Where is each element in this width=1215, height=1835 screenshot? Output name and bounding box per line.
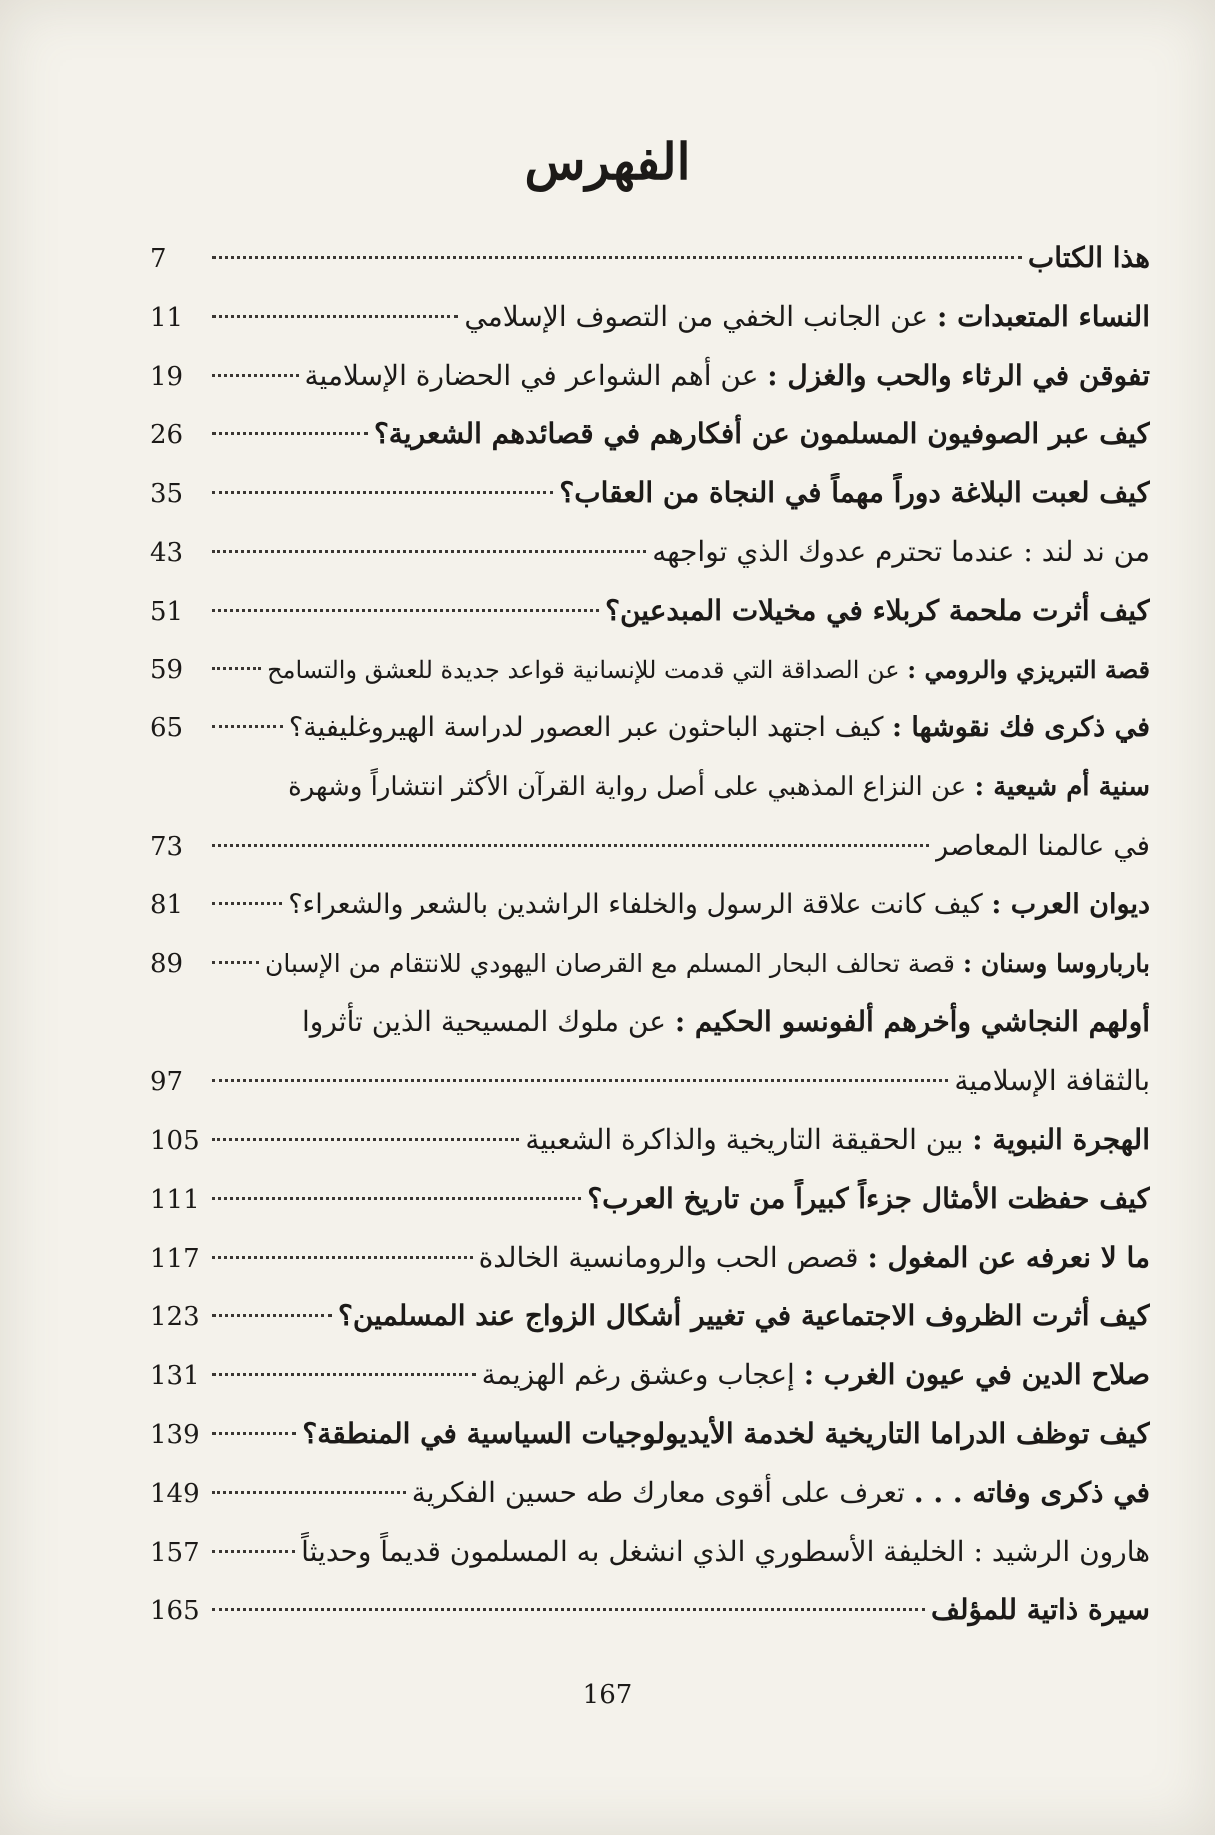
dot-leader <box>212 725 283 728</box>
entry-title: قصة التبريزي والرومي : <box>907 654 1150 684</box>
page-number: 26 <box>150 420 184 451</box>
toc-entry[interactable] <box>150 759 1150 818</box>
entry-text <box>935 826 1150 866</box>
entry-title: كيف حفظت الأمثال جزءاً كبيراً من تاريخ العرب؟ <box>587 1181 1150 1215</box>
entry-title: النساء المتعبدات : <box>936 299 1150 333</box>
entry-text <box>301 1532 1150 1572</box>
toc-entry[interactable] <box>150 1171 1150 1230</box>
entry-title: بارباروسا وسنان : <box>962 948 1150 978</box>
entry-title: في ذكرى فك نقوشها : <box>892 712 1150 744</box>
entry-text <box>302 1002 1150 1042</box>
entry-subtitle: عن أهم الشواعر في الحضارة الإسلامية <box>304 358 768 392</box>
page-number: 43 <box>150 537 184 568</box>
entry-text <box>267 650 1150 690</box>
dot-leader <box>212 1197 581 1200</box>
page-number: 73 <box>150 831 184 862</box>
page-number: 81 <box>150 889 184 920</box>
toc-entry[interactable] <box>150 877 1150 936</box>
page-number: 139 <box>150 1419 200 1450</box>
toc-entry[interactable] <box>150 1524 1150 1583</box>
entry-title: ديوان العرب : <box>991 888 1150 920</box>
page-number: 105 <box>150 1125 200 1156</box>
entry-text <box>302 1414 1150 1454</box>
toc-entry[interactable] <box>150 348 1150 407</box>
entry-title: كيف عبر الصوفيون المسلمون عن أفكارهم في قصائدهم الشعرية؟ <box>373 417 1150 451</box>
dot-leader <box>212 902 282 905</box>
entry-subtitle: كيف كانت علاقة الرسول والخلفاء الراشدين بالشعر والشعراء؟ <box>288 888 992 920</box>
page-number: 65 <box>150 713 184 744</box>
entry-text <box>482 1355 1150 1395</box>
dot-leader <box>212 1608 925 1611</box>
page-number: 51 <box>150 596 184 627</box>
entry-title: ما لا نعرفه عن المغول : <box>867 1240 1150 1274</box>
dot-leader <box>212 432 368 435</box>
entry-title: كيف توظف الدراما التاريخية لخدمة الأيديولوجيات السياسية في المنطقة؟ <box>302 1416 1150 1450</box>
entry-text <box>305 356 1150 396</box>
entry-subtitle: تعرف على أقوى معارك طه حسين الفكرية <box>411 1475 914 1509</box>
entry-subtitle: كيف اجتهد الباحثون عبر العصور لدراسة الهيروغليفية؟ <box>288 712 893 744</box>
entry-subtitle: هارون الرشيد : الخليفة الأسطوري الذي انشغل به المسلمون قديماً وحديثاً <box>301 1534 1150 1568</box>
page-number: 157 <box>150 1537 200 1568</box>
dot-leader <box>212 315 458 318</box>
page-number: 165 <box>150 1596 200 1627</box>
entry-text <box>374 414 1150 454</box>
entry-text <box>265 944 1150 984</box>
entry-title: هذا الكتاب <box>1027 241 1150 274</box>
entry-subtitle: عن الصداقة التي قدمت للإنسانية قواعد جديدة للعشق والتسامح <box>267 655 908 684</box>
entry-title: كيف أثرت ملحمة كربلاء في مخيلات المبدعين؟ <box>605 593 1150 627</box>
page-number: 19 <box>150 361 184 392</box>
entry-text <box>288 767 1150 807</box>
toc-entry[interactable] <box>150 406 1150 465</box>
toc-entry[interactable] <box>150 524 1150 583</box>
toc-entry[interactable] <box>150 230 1150 289</box>
page-number: 7 <box>150 244 167 274</box>
dot-leader <box>212 844 929 847</box>
entry-text <box>289 708 1150 748</box>
entry-title: كيف لعبت البلاغة دوراً مهماً في النجاة من العقاب؟ <box>559 476 1150 510</box>
dot-leader <box>212 1138 519 1141</box>
page-number: 35 <box>150 479 184 510</box>
page-number: 59 <box>150 654 184 685</box>
entry-subtitle: من ند لند : عندما تحترم عدوك الذي تواجهه <box>652 534 1150 568</box>
toc-entry[interactable] <box>150 700 1150 759</box>
toc-entry[interactable] <box>150 1288 1150 1347</box>
entry-text <box>464 297 1150 337</box>
toc-entry-continuation[interactable] <box>150 818 1150 877</box>
entry-title: سيرة ذاتية للمؤلف <box>931 1593 1150 1627</box>
entry-text <box>525 1120 1150 1160</box>
toc-entry[interactable] <box>150 642 1150 701</box>
entry-text <box>338 1296 1150 1336</box>
folio-page-number: 167 <box>582 1680 633 1710</box>
toc-entry[interactable] <box>150 1230 1150 1289</box>
page-number: 11 <box>150 302 184 333</box>
page-number: 123 <box>150 1302 200 1333</box>
toc-entry[interactable] <box>150 1465 1150 1524</box>
toc-entry-continuation[interactable] <box>150 1053 1150 1112</box>
entry-title: سنية أم شيعية : <box>974 772 1150 803</box>
entry-subtitle: إعجاب وعشق رغم الهزيمة <box>481 1358 804 1392</box>
dot-leader <box>212 256 1022 259</box>
page-number: 97 <box>150 1067 184 1098</box>
entry-text <box>954 1061 1150 1101</box>
entry-title: تفوقن في الرثاء والحب والغزل : <box>767 358 1150 392</box>
entry-text <box>1028 238 1150 278</box>
toc-entry[interactable] <box>150 1582 1150 1641</box>
toc-entry[interactable] <box>150 936 1150 995</box>
entry-title: أولهم النجاشي وأخرهم ألفونسو الحكيم : <box>674 1005 1150 1039</box>
page-number: 117 <box>150 1243 200 1274</box>
toc-entry[interactable] <box>150 1347 1150 1406</box>
page-number: 131 <box>150 1361 200 1392</box>
entry-text <box>412 1473 1150 1513</box>
toc-entry[interactable] <box>150 1112 1150 1171</box>
entry-text <box>587 1179 1150 1219</box>
dot-leader <box>212 1432 296 1435</box>
table-of-contents <box>150 230 1150 1641</box>
dot-leader <box>212 667 261 670</box>
entry-subtitle: بين الحقيقة التاريخية والذاكرة الشعبية <box>525 1122 973 1156</box>
dot-leader <box>212 1550 295 1553</box>
dot-leader <box>212 961 259 964</box>
entry-subtitle: عن النزاع المذهبي على أصل رواية القرآن الأكثر انتشاراً وشهرة <box>288 772 975 803</box>
page-number: 89 <box>150 948 184 979</box>
dot-leader <box>212 550 646 553</box>
entry-text <box>479 1238 1150 1278</box>
page-number: 149 <box>150 1478 200 1509</box>
dot-leader <box>212 1079 948 1082</box>
dot-leader <box>212 491 553 494</box>
dot-leader <box>212 374 299 377</box>
entry-title: كيف أثرت الظروف الاجتماعية في تغيير أشكال الزواج عند المسلمين؟ <box>337 1299 1150 1333</box>
entry-text <box>288 885 1150 925</box>
entry-text <box>652 532 1150 572</box>
toc-entry[interactable] <box>150 289 1150 348</box>
entry-subtitle: قصة تحالف البحار المسلم مع القرصان اليهودي للانتقام من الإسبان <box>264 948 963 978</box>
entry-title: الهجرة النبوية : <box>972 1122 1150 1156</box>
dot-leader <box>212 1314 332 1317</box>
dot-leader <box>212 1256 473 1259</box>
toc-entry[interactable] <box>150 994 1150 1053</box>
entry-subtitle: في عالمنا المعاصر <box>934 828 1150 862</box>
entry-text <box>931 1590 1150 1630</box>
dot-leader <box>212 1491 406 1494</box>
dot-leader <box>212 1373 476 1376</box>
toc-entry[interactable] <box>150 583 1150 642</box>
entry-text <box>605 591 1150 631</box>
entry-subtitle: قصص الحب والرومانسية الخالدة <box>478 1240 868 1274</box>
entry-title: صلاح الدين في عيون الغرب : <box>803 1358 1150 1392</box>
toc-entry[interactable] <box>150 1406 1150 1465</box>
entry-subtitle: عن ملوك المسيحية الذين تأثروا <box>302 1005 675 1039</box>
entry-text <box>559 473 1150 513</box>
entry-title: في ذكرى وفاته . . . <box>913 1475 1150 1509</box>
page-number: 111 <box>150 1184 200 1215</box>
entry-subtitle: بالثقافة الإسلامية <box>954 1064 1150 1098</box>
dot-leader <box>212 609 599 612</box>
page-title: الفهرس <box>524 132 691 191</box>
toc-entry[interactable] <box>150 465 1150 524</box>
entry-subtitle: عن الجانب الخفي من التصوف الإسلامي <box>464 299 937 333</box>
